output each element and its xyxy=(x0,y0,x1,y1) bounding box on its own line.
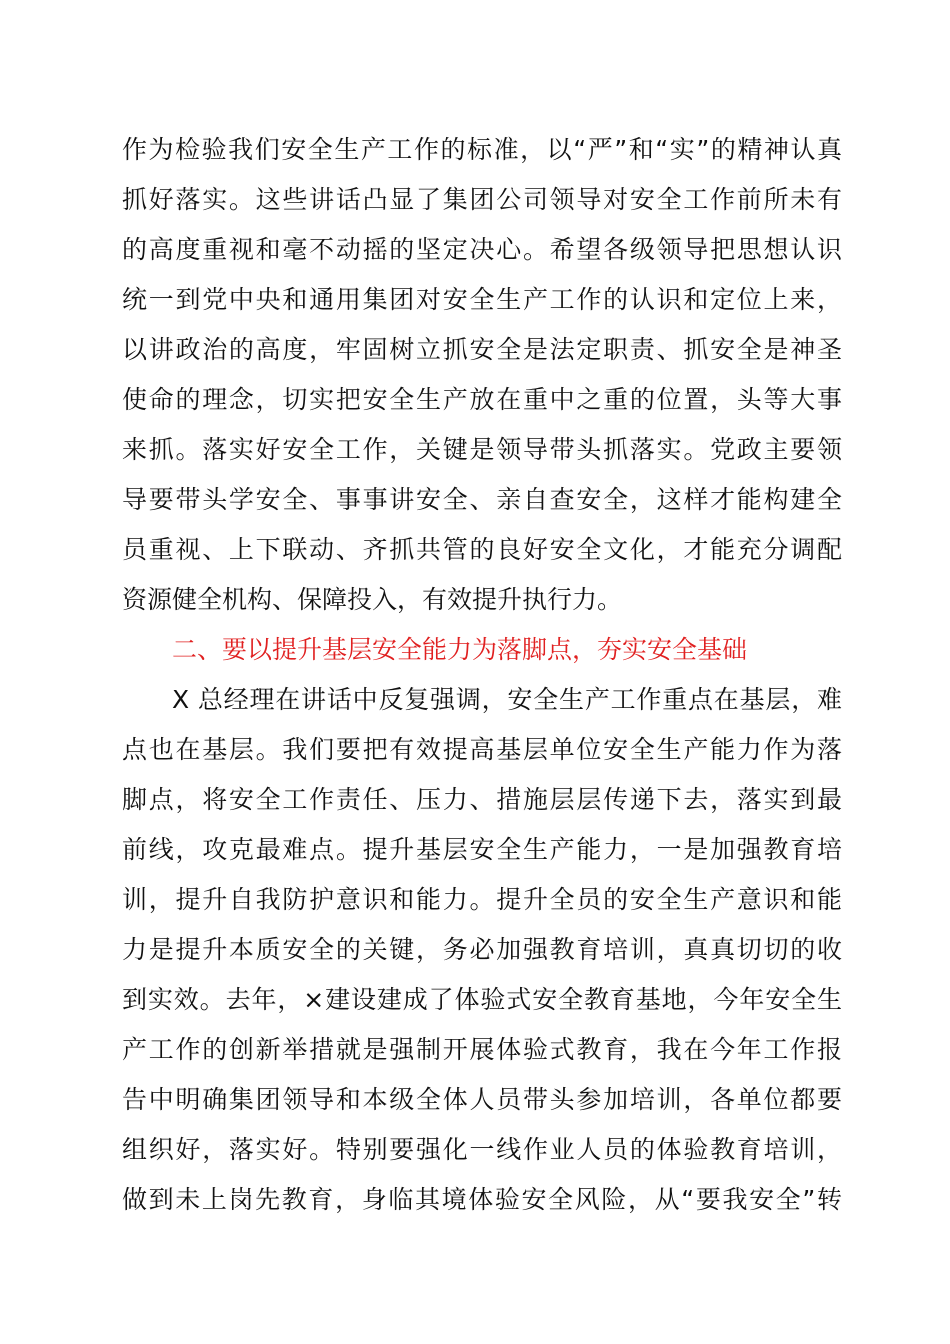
paragraph-line: 产工作的创新举措就是强制开展体验式教育，我在今年工作报 xyxy=(122,1035,842,1064)
paragraph-line: 以讲政治的高度，牢固树立抓安全是法定职责、抓安全是神圣 xyxy=(122,335,842,364)
paragraph-line: 前线，攻克最难点。提升基层安全生产能力，一是加强教育培 xyxy=(122,835,842,864)
document-body xyxy=(122,125,842,1225)
paragraph-line: 导要带头学安全、事事讲安全、亲自查安全，这样才能构建全 xyxy=(122,485,842,514)
section-heading: 二、要以提升基层安全能力为落脚点，夯实安全基础 xyxy=(172,635,748,664)
paragraph-line: 统一到党中央和通用集团对安全生产工作的认识和定位上来， xyxy=(122,285,842,314)
paragraph-line: 脚点，将安全工作责任、压力、措施层层传递下去，落实到最 xyxy=(122,785,842,814)
paragraph-line: 训，提升自我防护意识和能力。提升全员的安全生产意识和能 xyxy=(122,885,842,914)
paragraph-line: 的高度重视和毫不动摇的坚定决心。希望各级领导把思想认识 xyxy=(122,235,842,264)
paragraph-line: 做到未上岗先教育，身临其境体验安全风险，从“要我安全”转 xyxy=(122,1185,842,1214)
paragraph-line: 点也在基层。我们要把有效提高基层单位安全生产能力作为落 xyxy=(122,735,842,764)
paragraph-line: 员重视、上下联动、齐抓共管的良好安全文化，才能充分调配 xyxy=(122,535,842,564)
paragraph-first-line: X 总经理在讲话中反复强调，安全生产工作重点在基层，难 xyxy=(172,685,842,714)
paragraph-line: 作为检验我们安全生产工作的标准，以“严”和“实”的精神认真 xyxy=(122,135,842,164)
paragraph-line: 力是提升本质安全的关键，务必加强教育培训，真真切切的收 xyxy=(122,935,842,964)
paragraph-line: 来抓。落实好安全工作，关键是领导带头抓落实。党政主要领 xyxy=(122,435,842,464)
paragraph-last-line: 资源健全机构、保障投入，有效提升执行力。 xyxy=(122,585,623,614)
paragraph-line: 使命的理念，切实把安全生产放在重中之重的位置，头等大事 xyxy=(122,385,842,414)
paragraph-line: 组织好，落实好。特别要强化一线作业人员的体验教育培训， xyxy=(122,1135,842,1164)
paragraph-line: 抓好落实。这些讲话凸显了集团公司领导对安全工作前所未有 xyxy=(122,185,842,214)
paragraph-line: 到实效。去年，×建设建成了体验式安全教育基地，今年安全生 xyxy=(122,985,842,1014)
paragraph-line: 告中明确集团领导和本级全体人员带头参加培训，各单位都要 xyxy=(122,1085,842,1114)
